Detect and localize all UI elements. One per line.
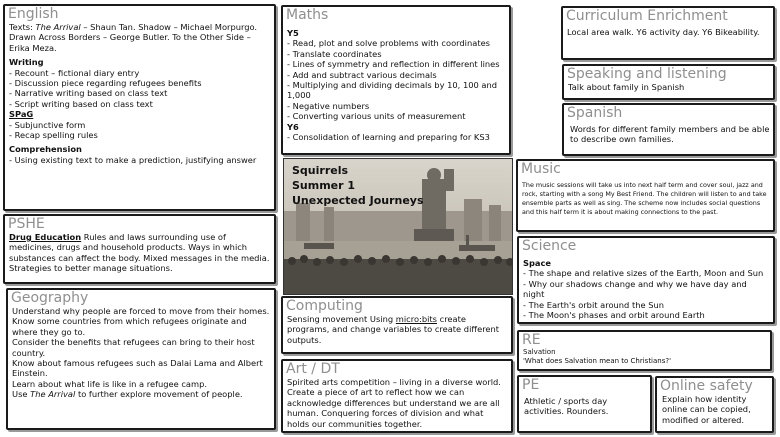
writing-list: [9, 68, 271, 110]
y5-item: - Add and subtract various decimals: [287, 70, 506, 80]
re-topic: Salvation: [523, 348, 556, 356]
science-list: [523, 268, 770, 320]
music-heading: Music: [521, 161, 561, 177]
geography-heading: Geography: [11, 290, 89, 306]
geography-line: Know some countries from which refugees originate and where they go to.: [12, 316, 247, 337]
english-heading: English: [8, 6, 59, 22]
re-box: [517, 330, 772, 371]
curriculum-heading: Curriculum Enrichment: [566, 8, 728, 24]
geography-line: Know about famous refugees such as Dalai Lama and Albert Einstein.: [12, 358, 263, 379]
y5-item: - Translate coordinates: [287, 49, 506, 59]
science-item: - Why our shadows change and why we have day and night: [523, 279, 770, 300]
online-safety-text: Explain how identity online can be copied, modified or altered.: [662, 394, 751, 425]
y5-list: [287, 38, 506, 121]
spag-item: - Recap spelling rules: [9, 130, 271, 140]
topic-class: Squirrels: [292, 164, 349, 177]
y6-item: - Consolidation of learning and preparing for KS3: [287, 132, 506, 142]
geography-last: Use The Arrival to further explore movement of people.: [12, 389, 243, 400]
science-heading: Science: [522, 238, 577, 254]
english-box: [3, 4, 276, 211]
speaking-box: [562, 64, 775, 100]
pshe-heading: PSHE: [8, 216, 45, 232]
art-text: Spirited arts competition – living in a diverse world. Create a piece of art to reflect how we can acknowledge differences but understand we are all human. Conquering forces of division and what holds our communities together.: [287, 377, 501, 429]
science-item: - The Earth's orbit around the Sun: [523, 300, 770, 310]
geography-line: Consider the benefits that refugees can bring to their host country.: [12, 337, 255, 358]
computing-text: Sensing movement Using micro:bits create programs, and change variables to create different outputs.: [287, 314, 500, 345]
comprehension-text: - Using existing text to make a prediction, justifying answer: [9, 154, 257, 165]
spag-label: SPaG: [9, 109, 34, 120]
spanish-box: [562, 103, 775, 156]
geography-line: Learn about what life is like in a refugee camp.: [12, 378, 208, 389]
y5-label: Y5: [287, 28, 299, 38]
maths-heading: Maths: [286, 7, 329, 23]
science-item: - The shape and relative sizes of the Earth, Moon and Sun: [523, 268, 770, 278]
spanish-text: Words for different family members and be able to describe own families.: [570, 124, 770, 145]
topic-title: Unexpected Journeys: [292, 194, 424, 207]
pe-text: Athletic / sports day activities. Rounders.: [524, 396, 609, 417]
spag-item: - Subjunctive form: [9, 120, 271, 130]
art-box: [281, 359, 513, 433]
pshe-text: Drug Education Rules and laws surrounding use of medicines, drugs and household products. Ways in which substances can affect the body. Mixed messages in the media. Strategies to better manage situations.: [9, 232, 270, 274]
y5-item: - Converting various units of measurement: [287, 111, 506, 121]
computing-heading: Computing: [286, 298, 363, 314]
y6-label: Y6: [287, 121, 299, 132]
topic-image: [283, 158, 513, 295]
y5-item: - Read, plot and solve problems with coordinates: [287, 38, 506, 48]
science-box: [517, 236, 775, 324]
pshe-box: [3, 214, 276, 284]
writing-item: - Narrative writing based on class text: [9, 88, 271, 98]
spanish-heading: Spanish: [567, 105, 623, 121]
science-label: Space: [523, 258, 552, 268]
pe-box: [517, 375, 652, 433]
y6-list: [287, 132, 506, 142]
pe-heading: PE: [522, 377, 540, 393]
re-question: 'What does Salvation mean to Christians?': [523, 357, 672, 365]
english-texts: Texts: The Arrival – Shaun Tan. Shadow – Michael Morpurgo. Drawn Across Borders – George Butler. To the Other Side – Erika Meza.: [9, 22, 258, 53]
writing-item: - Discussion piece regarding refugees benefits: [9, 78, 271, 88]
online-safety-heading: Online safety: [660, 378, 753, 394]
music-text: The music sessions will take us into next half term and cover soul, jazz and rock, starting with a song My Best Friend. The children will listen to and take ensemble parts as well as sing. The scheme now includes social questions and this half term it is about making connections to the past.: [522, 181, 767, 216]
y5-item: - Negative numbers: [287, 101, 506, 111]
re-heading: RE: [522, 332, 541, 348]
computing-box: [281, 296, 513, 354]
comprehension-label: Comprehension: [9, 144, 82, 155]
speaking-heading: Speaking and listening: [567, 66, 727, 82]
writing-item: - Recount – fictional diary entry: [9, 68, 271, 78]
topic-term: Summer 1: [292, 179, 356, 192]
y5-item: - Multiplying and dividing decimals by 10, 100 and 1,000: [287, 80, 506, 101]
geography-box: [6, 288, 276, 430]
maths-box: [281, 5, 511, 155]
online-safety-box: [655, 376, 774, 433]
curriculum-text: Local area walk. Y6 activity day. Y6 Bikeability.: [567, 27, 760, 37]
writing-item: - Script writing based on class text: [9, 99, 271, 109]
writing-label: Writing: [9, 57, 44, 68]
geography-list: [12, 306, 271, 389]
speaking-text: Talk about family in Spanish: [568, 82, 685, 92]
geography-line: Understand why people are forced to move from their homes.: [12, 306, 270, 316]
science-item: - The Moon's phases and orbit around Earth: [523, 310, 770, 320]
y5-item: - Lines of symmetry and reflection in different lines: [287, 59, 506, 69]
spag-list: [9, 120, 271, 141]
music-box: [516, 159, 775, 232]
curriculum-box: [561, 6, 775, 60]
art-heading: Art / DT: [286, 361, 340, 377]
